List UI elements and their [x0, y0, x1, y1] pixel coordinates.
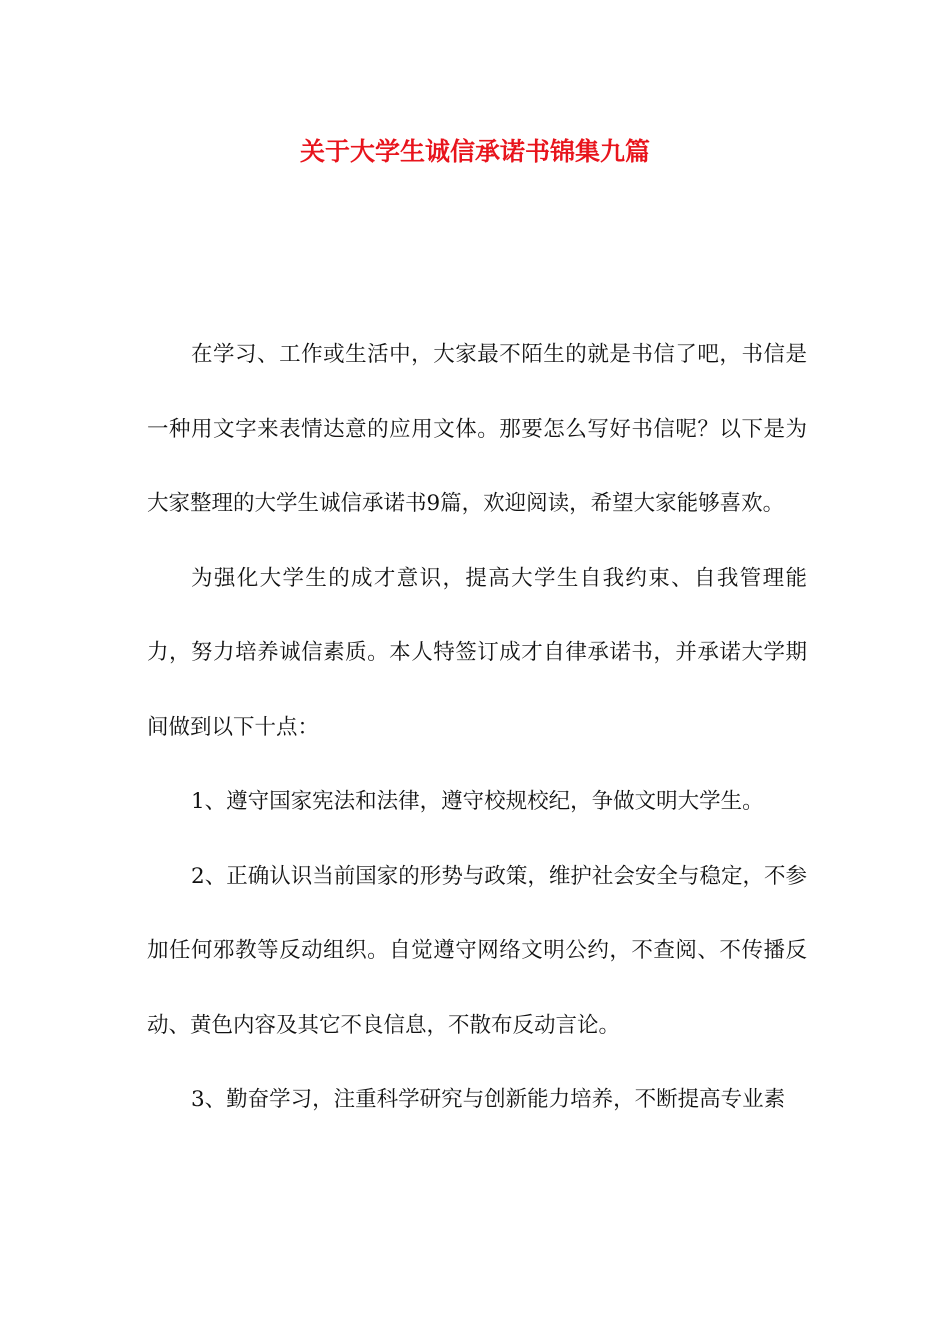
document-title: 关于大学生诚信承诺书锦集九篇 — [299, 137, 650, 166]
intro-paragraph: 在学习、工作或生活中，大家最不陌生的就是书信了吧，书信是一种用文字来表情达意的应用文体。那要怎么写好书信呢？以下是为大家整理的大学生诚信承诺书9篇，欢迎阅读，希望大家能够喜欢。 — [147, 342, 807, 516]
pledge-item-2: 2、正确认识当前国家的形势与政策，维护社会安全与稳定，不参加任何邪教等反动组织。自觉遵守网络文明公约，不查阅、不传播反动、黄色内容及其它不良信息，不散布反动言论。 — [147, 863, 807, 1038]
pledge-item-3: 3、勤奋学习，注重科学研究与创新能力培养，不断提高专业素 — [191, 1087, 786, 1112]
pledge-intro-paragraph: 为强化大学生的成才意识，提高大学生自我约束、自我管理能力，努力培养诚信素质。本人特签订成才自律承诺书，并承诺大学期间做到以下十点： — [147, 565, 807, 740]
pledge-item-1: 1、遵守国家宪法和法律，遵守校规校纪，争做文明大学生。 — [191, 789, 764, 814]
document-body — [147, 318, 807, 1138]
